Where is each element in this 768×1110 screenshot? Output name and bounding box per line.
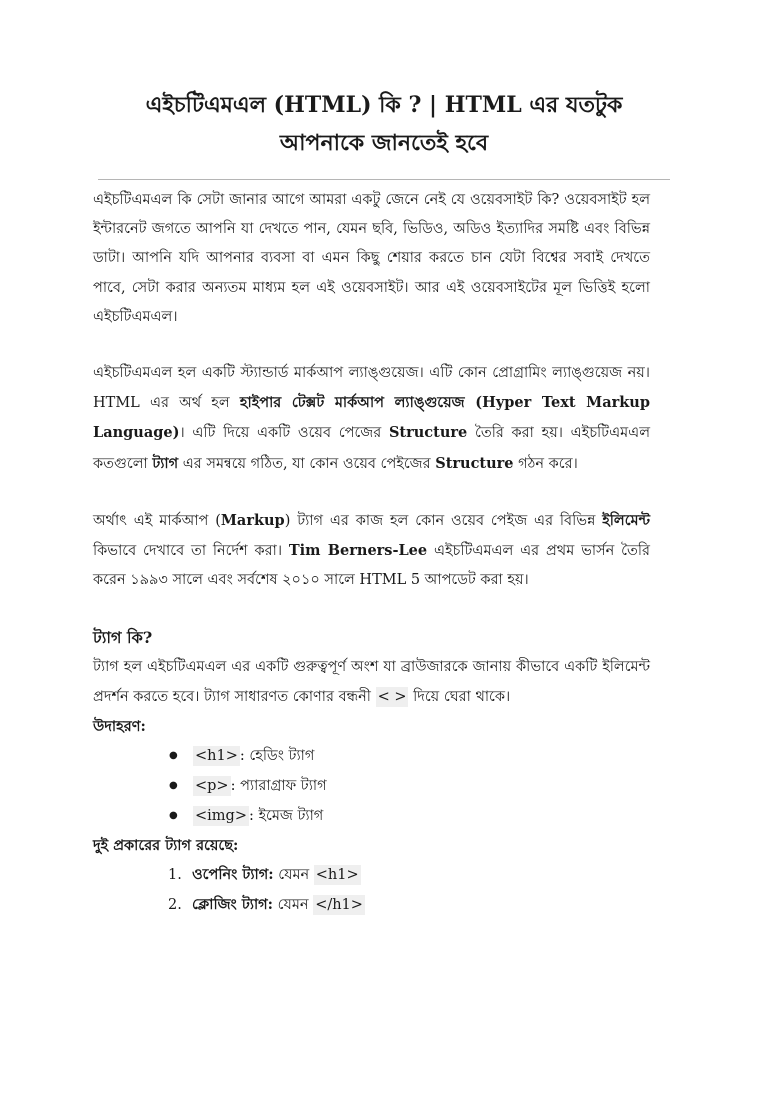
bold-run: Markup bbox=[220, 511, 285, 529]
paragraph-website-intro: এইচটিএমএল কি সেটা জানার আগে আমরা একটু জেনে নেই যে ওয়েবসাইট কি? ওয়েবসাইট হল ইন্টারনেট জগতে আপনি যা দেখতে পান, যেমন ছবি, ভিডিও, অডিও ইত্যাদির সমষ্টি এবং বিভিন্ন ডাটা। আপনি যদি আপনার ব্যবসা বা এমন কিছু শেয়ার করতে চান যেটা বিশ্বের সবাই দেখতে পাবে, সেটা করার অন্যতম মাধ্যম হল এই ওয়েবসাইট। আর এই ওয়েবসাইটের মূল ভিত্তিই হলো এইচটিএমএল। bbox=[93, 192, 650, 325]
bold-run: ওপেনিং ট্যাগ: bbox=[192, 865, 274, 883]
example-label: উদাহরণ: bbox=[93, 717, 146, 735]
list-item bbox=[168, 890, 650, 920]
list-item bbox=[193, 771, 650, 801]
text-run: কিভাবে দেখাবে তা নির্দেশ করা। bbox=[93, 543, 289, 560]
text-run: । এটি দিয়ে একটি ওয়েব পেজের bbox=[179, 425, 389, 442]
inline-code: <h1> bbox=[195, 747, 238, 764]
text-run: তৈরি করা হয়। এইচটিএমএল কতগুলো bbox=[93, 425, 650, 472]
page-title: এইচটিএমএল (HTML) কি ? | HTML এর যতটুক আপনাকে জানতেই হবে bbox=[145, 92, 623, 156]
tag-types-label: দুই প্রকারের ট্যাগ রয়েছে: bbox=[93, 836, 239, 854]
list-item-desc: : হেডিং ট্যাগ bbox=[239, 747, 315, 764]
text-run: দিয়ে ঘেরা থাকে। bbox=[408, 688, 511, 705]
inline-code: </h1> bbox=[315, 896, 363, 913]
inline-code: <h1> bbox=[315, 866, 359, 883]
inline-code: <p> bbox=[195, 777, 229, 794]
list-item-desc: যেমন bbox=[273, 866, 314, 883]
text-run: ) ট্যাগ এর কাজ হল কোন ওয়েব পেইজ এর বিভিন্ন bbox=[284, 512, 603, 529]
bold-run: Tim Berners-Lee bbox=[288, 542, 428, 560]
paragraph-tag-intro bbox=[93, 653, 650, 711]
text-run: এইচটিএমএল হল একটি স্ট্যান্ডার্ড মার্কআপ ল্যাঙ্গুয়েজ। এটি কোন প্রোগ্রামিং ল্যাঙ্গুয়েজ নয়। HTML এর অর্থ হল bbox=[93, 365, 650, 412]
paragraph-markup-history bbox=[93, 506, 650, 596]
text-run: এইচটিএমএল এর প্রথম ভার্সন তৈরি করেন ১৯৯৩ সালে এবং সর্বশেষ ২০১০ সালে HTML 5 আপডেট করা হয়। bbox=[93, 543, 651, 589]
list-number: 2. bbox=[168, 896, 182, 913]
paragraph-html-definition bbox=[93, 359, 650, 479]
list-item bbox=[193, 741, 650, 771]
document-page bbox=[0, 86, 768, 1110]
tag-types-list bbox=[93, 860, 650, 920]
bold-run: Structure bbox=[388, 424, 468, 442]
inline-code: < > bbox=[377, 688, 407, 705]
bold-run: ক্লোজিং ট্যাগ: bbox=[192, 895, 274, 913]
title-divider bbox=[98, 179, 670, 180]
text-run: গঠন করে। bbox=[513, 455, 578, 472]
list-item-desc: যেমন bbox=[273, 896, 314, 913]
section-heading-tags: ট্যাগ কি? bbox=[93, 628, 153, 648]
list-item-desc: : ইমেজ ট্যাগ bbox=[248, 807, 324, 824]
text-run: এর সমন্বয়ে গঠিত, যা কোন ওয়েব পেইজের bbox=[178, 455, 436, 472]
inline-code: <img> bbox=[195, 807, 247, 824]
text-run: অর্থাৎ এই মার্কআপ ( bbox=[93, 512, 221, 529]
list-item-desc: : প্যারাগ্রাফ ট্যাগ bbox=[230, 777, 327, 794]
list-number: 1. bbox=[168, 866, 182, 883]
bold-run: Structure bbox=[435, 454, 514, 472]
list-item bbox=[168, 860, 650, 890]
example-list bbox=[93, 741, 650, 831]
text-run: ট্যাগ হল এইচটিএমএল এর একটি গুরুত্বপূর্ণ অংশ যা ব্রাউজারকে জানায় কীভাবে একটি ইলিমেন্ট প্রদর্শন করতে হবে। ট্যাগ সাধারণত কোণার বন্ধনী bbox=[93, 659, 650, 705]
bold-run: ট্যাগ bbox=[152, 454, 179, 472]
list-item bbox=[193, 801, 650, 831]
bold-run: ইলিমেন্ট bbox=[602, 511, 650, 529]
bold-run: হাইপার টেক্সট মার্কআপ ল্যাঙ্গুয়েজ (Hyper Text Markup Language) bbox=[93, 394, 650, 442]
